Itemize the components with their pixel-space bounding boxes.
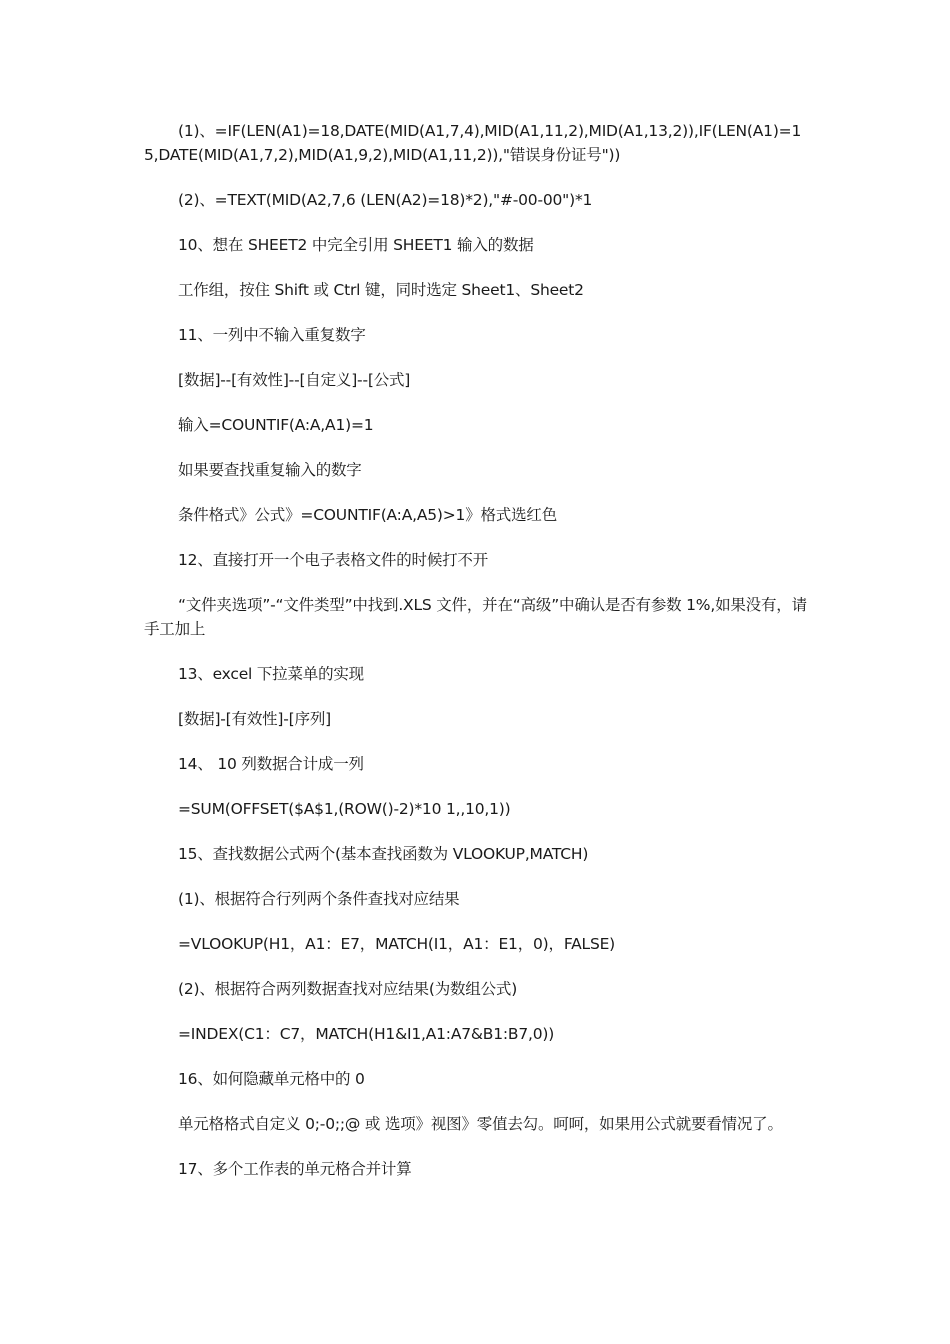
paragraph-tip-11-menu-path: [数据]--[有效性]--[自定义]--[公式] [178,371,411,389]
paragraph-tip-12-body: “文件夹选项”-“文件类型”中找到.XLS 文件，并在“高级”中确认是否有参数 1%,如果没有，请手工加上 [144,596,807,638]
paragraph-tip-11-title: 11、一列中不输入重复数字 [178,326,366,344]
paragraph-tip-10-body: 工作组，按住 Shift 或 Ctrl 键，同时选定 Sheet1、Sheet2 [178,281,584,299]
paragraph-tip-17-title: 17、多个工作表的单元格合并计算 [178,1160,412,1178]
paragraph-tip-13-title: 13、excel 下拉菜单的实现 [178,665,364,683]
paragraph-tip-15-index-formula: =INDEX(C1：C7，MATCH(H1&I1,A1:A7&B1:B7,0)) [178,1025,555,1043]
paragraph-id-date-formula: (1)、=IF(LEN(A1)=18,DATE(MID(A1,7,4),MID(A1,11,2),MID(A1,13,2)),IF(LEN(A1)=15,DATE(MID(A1,7,2),MID(A1,9,2),MID(A1,11,2)),"错误身份证号")) [144,122,802,164]
paragraph-tip-15-vlookup-formula: =VLOOKUP(H1，A1：E7，MATCH(I1，A1：E1，0)，FALSE) [178,935,616,953]
paragraph-tip-16-body: 单元格格式自定义 0;-0;;@ 或 选项》视图》零值去勾。呵呵，如果用公式就要看情况了。 [178,1115,783,1133]
document-body [144,119,808,1202]
paragraph-tip-11-conditional-format: 条件格式》公式》=COUNTIF(A:A,A5)>1》格式选红色 [178,506,557,524]
paragraph-tip-11-find-duplicates: 如果要查找重复输入的数字 [178,461,362,479]
paragraph-tip-14-formula: =SUM(OFFSET($A$1,(ROW()-2)*10 1,,10,1)) [178,800,511,818]
paragraph-tip-11-formula: 输入=COUNTIF(A:A,A1)=1 [178,416,374,434]
paragraph-tip-15-case-1: (1)、根据符合行列两个条件查找对应结果 [178,890,460,908]
paragraph-text-formula: (2)、=TEXT(MID(A2,7,6 (LEN(A2)=18)*2),"#-00-00")*1 [178,191,593,209]
paragraph-tip-10-title: 10、想在 SHEET2 中完全引用 SHEET1 输入的数据 [178,236,534,254]
paragraph-tip-15-case-2: (2)、根据符合两列数据查找对应结果(为数组公式) [178,980,518,998]
paragraph-tip-14-title: 14、 10 列数据合计成一列 [178,755,364,773]
paragraph-tip-15-title: 15、查找数据公式两个(基本查找函数为 VLOOKUP,MATCH) [178,845,589,863]
paragraph-tip-12-title: 12、直接打开一个电子表格文件的时候打不开 [178,551,489,569]
paragraph-tip-13-menu-path: [数据]-[有效性]-[序列] [178,710,331,728]
paragraph-tip-16-title: 16、如何隐藏单元格中的 0 [178,1070,365,1088]
